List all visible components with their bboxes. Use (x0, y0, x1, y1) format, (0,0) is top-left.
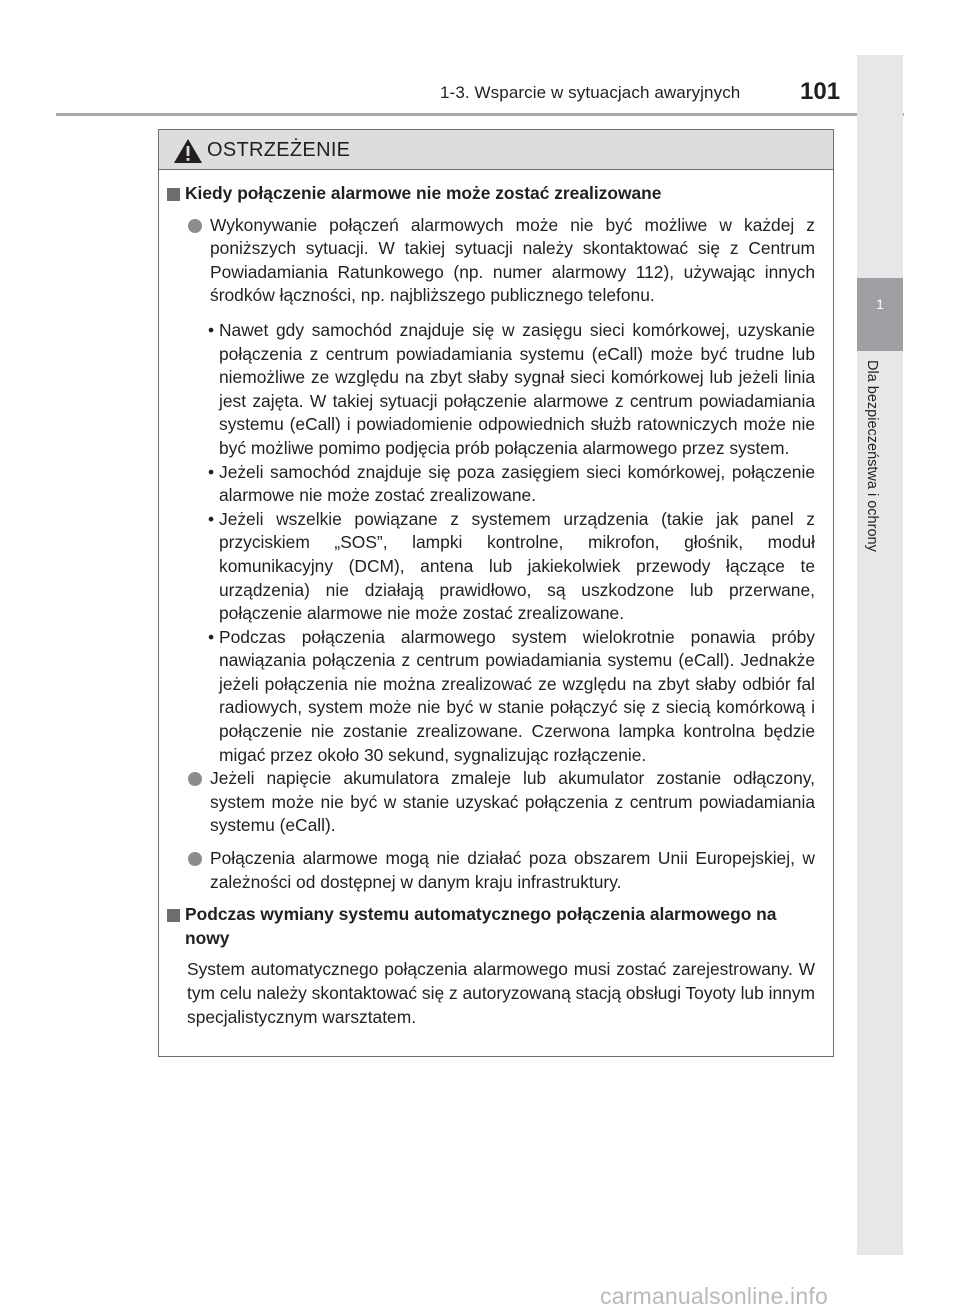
section-heading-text: Podczas wymiany systemu automatycznego połączenia alarmowego na nowy (185, 904, 777, 948)
dot-bullet: • (208, 319, 215, 340)
paragraph-text: System automatycznego połączenia alarmowego musi zostać zarejestrowany. W tym celu należy skontaktować się z autoryzowaną stacją obsługi Toyoty lub innym specjalistycznym warsztatem. (187, 959, 815, 1027)
paragraph-text: Jeżeli napięcie akumulatora zmaleje lub akumulator zostanie odłączony, system może nie być w stanie uzyskać połączenia z centrum powiadamiania systemu (eCall). (210, 768, 815, 836)
paragraph-text: Połączenia alarmowe mogą nie działać poza obszarem Unii Europejskiej, w zależności od dostępnej w danym kraju infrastruktury. (210, 848, 815, 892)
dot-bullet: • (208, 508, 215, 529)
warning-title: OSTRZEŻENIE (207, 139, 351, 161)
page-number: 101 (800, 78, 841, 105)
list-item (159, 847, 833, 894)
dot-bullet: • (208, 461, 215, 482)
warning-box (158, 129, 834, 1057)
section-heading-text: Kiedy połączenie alarmowe nie może zostać zrealizowane (185, 183, 662, 203)
header-divider (56, 113, 904, 116)
warning-header (159, 130, 833, 170)
list-item (159, 626, 833, 768)
warning-content (159, 170, 833, 1029)
circle-bullet-icon (188, 852, 202, 866)
bullet-text: Nawet gdy samochód znajduje się w zasięgu sieci komórkowej, uzyskanie połączenia z centrum powiadamiania systemu (eCall) może być trudne lub niemożliwe ze względu na zbyt słaby sygnał sieci komórkowej lub jeżeli linia jest zajęta. W takiej sytuacji połączenie alarmowe z centrum powiadamiania systemu (eCall) i powiadomienie odpowiednich służb ratowniczych może nie być możliwe pomimo podjęcia prób połączenia alarmowego przez system. (219, 319, 815, 458)
warning-triangle-icon (173, 138, 203, 164)
list-item (159, 214, 833, 308)
list-item (159, 461, 833, 508)
chapter-label: Dla bezpieczeństwa i ochrony (864, 360, 880, 552)
watermark: carmanualsonline.info (600, 1283, 828, 1309)
chapter-tab[interactable] (857, 278, 903, 351)
bullet-text: Podczas połączenia alarmowego system wielokrotnie ponawia próby nawiązania połączenia z centrum powiadamiania systemu (eCall). Jednakże jeżeli połączenia nie można zrealizować ze względu na zbyt słaby odbiór fal radiowych, system może nie być w stanie połączyć się z siecią komórkową i połączenie nie zostanie zrealizowane. Czerwona lampka kontrolna będzie migać przez około 30 sekund, sygnalizując rozłączenie. (219, 626, 815, 765)
chapter-number: 1 (876, 296, 884, 312)
list-item (159, 319, 833, 461)
section-heading (159, 182, 833, 206)
dot-bullet: • (208, 626, 215, 647)
side-strip (857, 55, 903, 1255)
list-item (159, 508, 833, 626)
circle-bullet-icon (188, 772, 202, 786)
bullet-text: Jeżeli samochód znajduje się poza zasięgiem sieci komórkowej, połączenie alarmowe nie może zostać zrealizowane. (219, 461, 815, 506)
list-item (159, 767, 833, 838)
bullet-text: Jeżeli wszelkie powiązane z systemem urządzenia (takie jak panel z przyciskiem „SOS”, lampki kontrolne, mikrofon, głośnik, moduł komunikacyjny (DCM), antena lub jakiekolwiek przewody łączące te urządzenia) nie działają prawidłowo, są uszkodzone lub przerwane, połączenie alarmowe nie może zostać zrealizowane. (219, 508, 815, 624)
section-title: 1-3. Wsparcie w sytuacjach awaryjnych (440, 83, 741, 102)
square-bullet-icon (167, 909, 180, 922)
paragraph-text: Wykonywanie połączeń alarmowych może nie być możliwe w każdej z poniższych sytuacji. W takiej sytuacji należy skontaktować się z Centrum Powiadamiania Ratunkowego (np. numer alarmowy 112), używając innych środków łączności, np. najbliższego publicznego telefonu. (210, 214, 815, 306)
square-bullet-icon (167, 188, 180, 201)
circle-bullet-icon (188, 219, 202, 233)
section-heading (159, 903, 833, 950)
